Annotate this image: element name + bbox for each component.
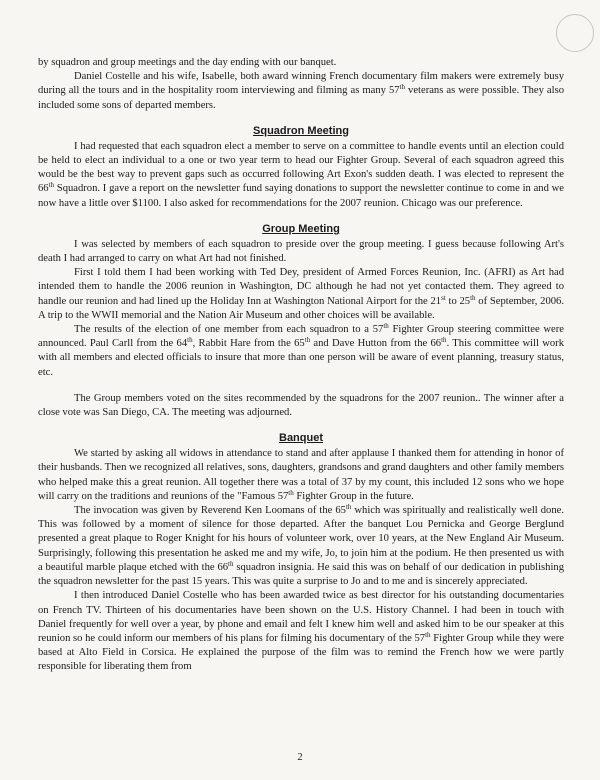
group-meeting-paragraph-3: The results of the election of one member from each squadron to a 57th Fighter Group steering committee were announced. Paul Carll from the 64th, Rabbit Hare from the 65th and Dave Hutton from the 66th. This committee will work with all members and elected officials to insure that more than one person will be aware of event planning, treasury status, etc. (38, 322, 564, 378)
intro-paragraph-2: Daniel Costelle and his wife, Isabelle, both award winning French documentary film makers were extremely busy during all the tours and in the hospitality room interviewing and filming as many 57th veterans as were possible. They also included some sons of departed members. (38, 71, 564, 111)
banquet-paragraph-2: The invocation was given by Reverend Ken Loomans of the 65th which was spiritually and realistically well done. This was followed by a moment of silence for those departed. After the banquet Lou Pernicka and George Berglund presented a great plaque to Roger Knight for his hours of volunteer work, over 10 years, at the New England Air Museum. Surprisingly, following this presentation he asked me and my wife, Jo, to join him at the podium. He then presented us with a beautiful marble plaque etched with the 66th squadron insignia. He said this was on behalf of our dedication in publishing the squadron newsletter for the past 15 years. This was quite a surprise to Jo and to me and is sincerely appreciated. (38, 503, 565, 588)
group-meeting-heading: Group Meeting (262, 222, 340, 235)
group-meeting-paragraph-2: First I told them I had been working with Ted Dey, president of Armed Forces Reunion, Inc. (AFRI) as Art had intended them to handle the 2006 reunion in Washington, DC although he had not yet contacted them. They agreed to handle our reunion and had lined up the Holiday Inn at Washington National Airport for the 21st to 25th of September, 2006. A trip to the WWII memorial and the Nation Air Museum and other choices will be available. (38, 267, 564, 321)
banquet-paragraph-3: I then introduced Daniel Costelle who has been awarded twice as best director for his outstanding documentaries on French TV. Thirteen of his documentaries have been shown on the U.S. History Channel. I had been in touch with Daniel frequently for well over a year, by phone and email and felt I knew him well and asked him to be our speaker at this reunion so he could inform our members of his plans for filming his documentary of the 57th Fighter Group while they were based at Alto Field in Corsica. He explained the purpose of the film was to remind the French how we were partly responsible for liberating them from (38, 590, 564, 673)
faint-seal-mark (556, 14, 594, 52)
squadron-meeting-paragraph: I had requested that each squadron elect a member to serve on a committee to handle events until an election could be held to elect an individual to a one or two year term to head our Fighter Group. Several of each squadron agreed this would be the best way to prevent gaps such as occurred following Art Exon's sudden death. I was elected to represent the 66th Squadron. I gave a report on the newsletter fund saying donations to support the newsletter continue to come in and we now have a little over $1100. I also asked for recommendations for the 2007 reunion. Chicago was our preference. (38, 140, 564, 209)
page-number: 2 (297, 752, 303, 763)
newsletter-page (38, 56, 564, 675)
group-meeting-paragraph-4: The Group members voted on the sites recommended by the squadrons for the 2007 reunion.. The winner after a close vote was San Diego, CA. The meeting was adjourned. (38, 392, 564, 419)
group-meeting-paragraph-1: I was selected by members of each squadron to preside over the group meeting. I guess because following Art's death I had arranged to carry on what Art had not finished. (38, 238, 564, 265)
banquet-paragraph-1: We started by asking all widows in attendance to stand and after applause I thanked them for attending in honor of their husbands. Then we recognized all relatives, sons, daughters, grandsons and grand daughters and other family members who helped make this a great reunion. All together there was a total of 37 by my count, this included 12 sons who we hope will carry on the traditions and reunions of the "Famous 57th Fighter Group in the future. (38, 448, 564, 502)
intro-paragraph-1: by squadron and group meetings and the day ending with our banquet. (38, 57, 337, 68)
squadron-meeting-heading: Squadron Meeting (253, 124, 349, 137)
banquet-heading: Banquet (279, 432, 323, 445)
